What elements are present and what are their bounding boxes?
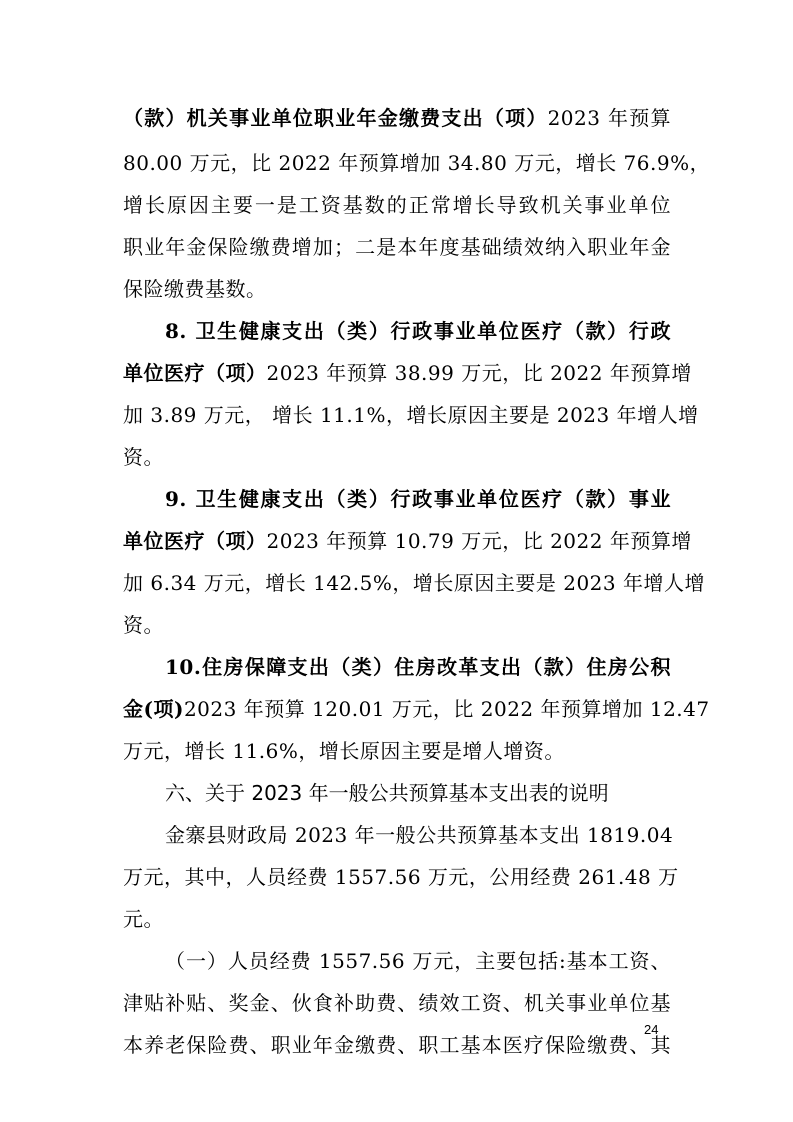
budget-text: 2023 年预算 10.79 万元，比 2022 年预算增 xyxy=(266,529,692,553)
paragraph-line: 津贴补贴、奖金、伙食补助费、绩效工资、机关事业单位基 xyxy=(123,991,671,1015)
paragraph-line: 增长原因主要一是工资基数的正常增长导致机关事业单位 xyxy=(123,193,671,217)
item-8-heading: 8. 卫生健康支出（类）行政事业单位医疗（款）行政 xyxy=(165,319,671,343)
paragraph-line: 元。 xyxy=(123,907,164,931)
section-heading: 六、关于 2023 年一般公共预算基本支出表的说明 xyxy=(165,781,609,805)
item-category-label: 单位医疗（项） xyxy=(123,361,267,385)
item-10-heading: 10.住房保障支出（类）住房改革支出（款）住房公积 xyxy=(165,655,671,679)
item-category-label: 单位医疗（项） xyxy=(123,529,267,553)
paragraph-line xyxy=(123,521,692,561)
paragraph-line: 万元，其中，人员经费 1557.56 万元，公用经费 261.48 万 xyxy=(123,865,679,889)
paragraph-line: 资。 xyxy=(123,445,164,469)
item-9-heading: 9. 卫生健康支出（类）行政事业单位医疗（款）事业 xyxy=(165,487,671,511)
budget-text: 2023 年预算 120.01 万元，比 2022 年预算增加 12.47 xyxy=(183,697,710,721)
paragraph-line: 万元，增长 11.6%，增长原因主要是增人增资。 xyxy=(123,739,565,763)
paragraph-line: 本养老保险费、职业年金缴费、职工基本医疗保险缴费、其 xyxy=(123,1033,671,1057)
item-category-label: （款）机关事业单位职业年金缴费支出（项） xyxy=(123,106,548,130)
paragraph-line: 职业年金保险缴费增加；二是本年度基础绩效纳入职业年金 xyxy=(123,235,671,259)
paragraph-line: 加 3.89 万元， 增长 11.1%，增长原因主要是 2023 年增人增 xyxy=(123,403,699,427)
paragraph-line xyxy=(123,98,671,138)
paragraph-line xyxy=(123,353,692,393)
paragraph-line: 资。 xyxy=(123,613,164,637)
paragraph-line: 80.00 万元，比 2022 年预算增加 34.80 万元，增长 76.9%， xyxy=(123,151,711,175)
paragraph-line xyxy=(123,689,710,729)
paragraph-line: （一）人员经费 1557.56 万元，主要包括:基本工资、 xyxy=(165,949,671,973)
page-number: 24 xyxy=(644,1022,659,1037)
paragraph-line: 金寨县财政局 2023 年一般公共预算基本支出 1819.04 xyxy=(165,823,674,847)
budget-text: 2023 年预算 xyxy=(547,106,672,130)
paragraph-line: 加 6.34 万元，增长 142.5%，增长原因主要是 2023 年增人增 xyxy=(123,571,705,595)
budget-text: 2023 年预算 38.99 万元，比 2022 年预算增 xyxy=(266,361,692,385)
item-category-label: 金(项) xyxy=(123,697,184,721)
paragraph-line: 保险缴费基数。 xyxy=(123,277,267,301)
